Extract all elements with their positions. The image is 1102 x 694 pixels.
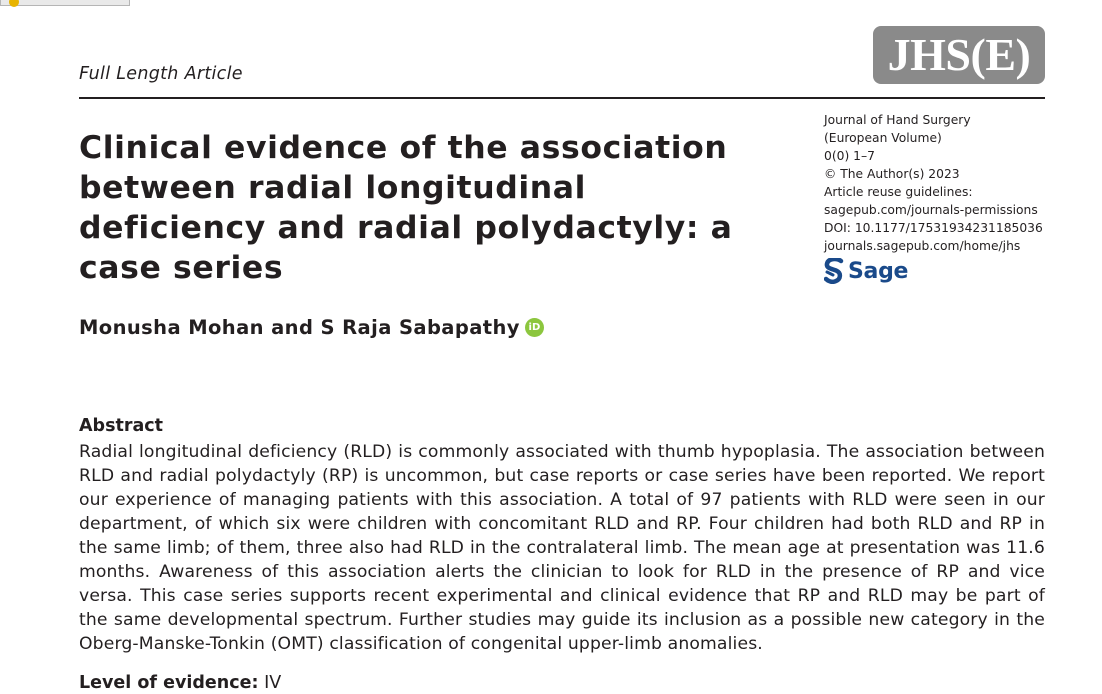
author-list [79,316,544,339]
abstract-body: Radial longitudinal deficiency (RLD) is commonly associated with thumb hypoplasia. The association between RLD and radial polydactyly (RP) is uncommon, but case reports or case series have been reported. We report our experience of managing patients with this association. A total of 97 patients with RLD were seen in our department, of which six were children with concomitant RLD and RP. Four children had both RLD and RP in the same limb; of them, three also had RLD in the contralateral limb. The mean age at presentation was 11.6 months. Awareness of this association alerts the clinician to look for RLD in the presence of RP and vice versa. This case series supports recent experimental and clinical evidence that RP and RLD may be part of the same developmental spectrum. Further studies may guide its inclusion as a possible new category in the Oberg-Manske-Tonkin (OMT) classification of congenital upper-limb anomalies. [79,442,1045,654]
publisher-logo [824,257,908,285]
status-dot-icon [9,0,19,7]
meta-reuse-label: Article reuse guidelines: [824,185,973,199]
abstract-heading: Abstract [79,416,164,436]
publisher-name: Sage [848,258,909,284]
article-title: Clinical evidence of the association between radial longitudinal deficiency and radial polydactyly: a case series [79,130,733,286]
viewer-corner-widget[interactable] [0,0,130,6]
journal-meta [824,111,1064,255]
meta-issue-pages: 0(0) 1–7 [824,149,875,163]
level-of-evidence [79,672,281,694]
meta-doi[interactable]: DOI: 10.1177/17531934231185036 [824,221,1043,235]
meta-journal-name: Journal of Hand Surgery [824,113,971,127]
meta-journal-home-link[interactable]: journals.sagepub.com/home/jhs [824,239,1021,253]
level-of-evidence-value: IV [264,673,282,693]
article-type: Full Length Article [79,64,243,84]
meta-volume-label: (European Volume) [824,131,942,145]
authors-text: Monusha Mohan and S Raja Sabapathy [79,316,520,339]
meta-permissions-link[interactable]: sagepub.com/journals-permissions [824,203,1038,217]
orcid-icon[interactable]: iD [525,318,544,337]
level-of-evidence-label: Level of evidence: [79,673,259,693]
header-rule [79,97,1045,99]
meta-copyright: © The Author(s) 2023 [824,167,960,181]
journal-logo: JHS(E) [873,26,1045,84]
sage-logo-icon [824,258,844,284]
